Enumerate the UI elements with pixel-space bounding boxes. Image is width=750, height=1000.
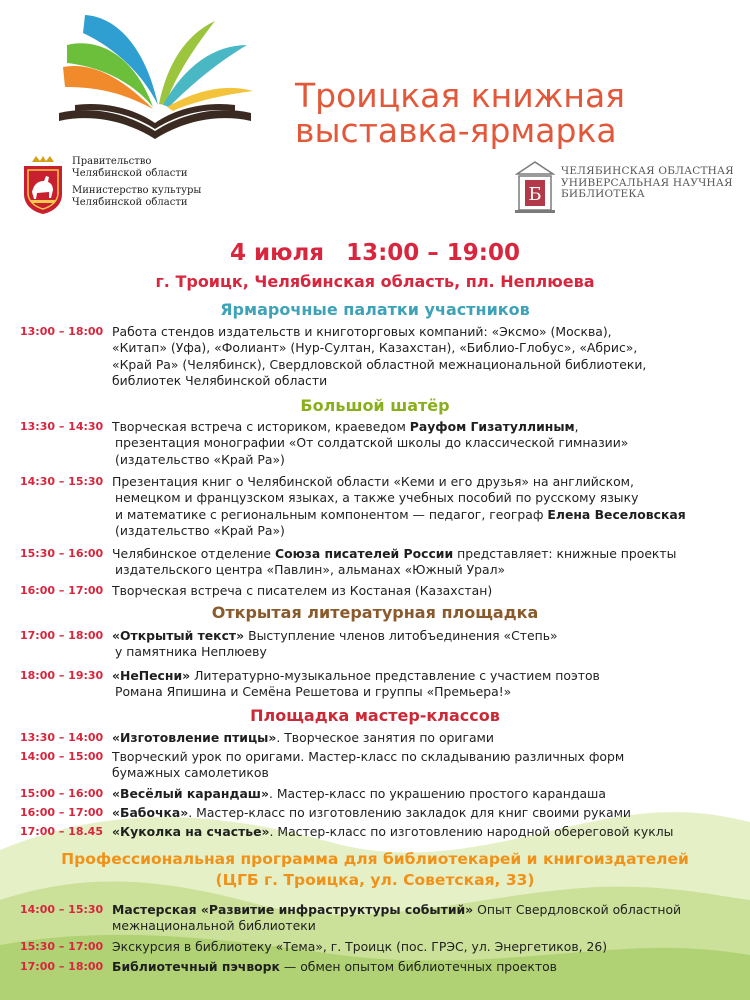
item-text-part: Опыт Свердловской областной xyxy=(473,902,682,917)
item-time: 18:00 – 19:30 xyxy=(20,669,104,682)
schedule-item xyxy=(20,628,735,661)
lib-line3: БИБЛИОТЕКА xyxy=(561,188,645,200)
section-professional-program: Профессиональная программа для библиотекарей и книгоиздателей xyxy=(61,850,689,868)
gov-line4: Челябинской области xyxy=(72,196,188,208)
item-text: издательского центра «Павлин», альманах «Южный Урал» xyxy=(115,562,506,578)
item-text xyxy=(112,730,494,746)
item-text-part: . Мастер-класс по украшению простого карандаша xyxy=(268,786,606,801)
item-text: Работа стендов издательств и книготорговых компаний: «Эксмо» (Москва), xyxy=(112,324,612,339)
item-text xyxy=(112,959,557,975)
item-text xyxy=(112,546,676,562)
item-text xyxy=(112,419,628,435)
chelyabinsk-coat-of-arms-icon xyxy=(22,156,64,214)
section-master-classes: Площадка мастер-классов xyxy=(250,706,500,725)
gov-line2: Челябинской области xyxy=(72,167,188,179)
svg-text:Б: Б xyxy=(528,184,542,205)
item-text xyxy=(112,805,631,821)
item-text-part: . Мастер-класс по изготовлению народной обереговой куклы xyxy=(269,824,674,839)
item-text-part: представляет: книжные проекты xyxy=(453,546,677,561)
event-time: 13:00 – 19:00 xyxy=(346,240,521,266)
event-date-time xyxy=(0,240,750,266)
item-text-bold: «НеПесни» xyxy=(112,668,191,683)
item-time: 15:30 – 17:00 xyxy=(20,940,104,953)
schedule-item xyxy=(20,668,735,701)
section-fair-tents: Ярмарочные палатки участников xyxy=(220,300,530,319)
main-title-line1: Троицкая книжная xyxy=(295,76,626,115)
item-text-part: Челябинское отделение xyxy=(112,546,275,561)
item-text: Творческая встреча с писателем из Костаная (Казахстан) xyxy=(112,583,493,598)
item-text-bold: «Весёлый карандаш» xyxy=(112,786,269,801)
item-text: немецком и французском языках, а также учебных пособий по русскому языку xyxy=(115,490,639,506)
item-time: 17:00 – 18.45 xyxy=(20,825,103,838)
schedule-item xyxy=(20,939,735,955)
item-text-bold: «Открытый текст» xyxy=(112,628,245,643)
item-time: 17:00 – 18:00 xyxy=(20,629,104,642)
schedule-item xyxy=(20,959,735,975)
item-text-bold: «Бабочка» xyxy=(112,805,189,820)
schedule-item xyxy=(20,583,735,599)
main-title xyxy=(295,78,735,148)
lib-line1: ЧЕЛЯБИНСКАЯ ОБЛАСТНАЯ xyxy=(561,165,734,177)
item-text-bold: Мастерская «Развитие инфраструктуры событий» xyxy=(112,902,474,917)
item-text-bold: «Куколка на счастье» xyxy=(112,824,270,839)
item-text xyxy=(112,628,558,644)
item-time: 14:30 – 15:30 xyxy=(20,475,104,488)
item-text-bold: Библиотечный пэчворк xyxy=(112,959,280,974)
item-text xyxy=(112,668,600,684)
schedule-item xyxy=(20,474,735,540)
schedule-item xyxy=(20,749,735,782)
section-literary-stage: Открытая литературная площадка xyxy=(211,603,539,622)
item-text xyxy=(112,902,681,918)
item-text: (издательство «Край Ра») xyxy=(115,451,285,467)
item-text-part: Литературно-музыкальное представление с участием поэтов xyxy=(190,668,600,683)
item-text-part: , xyxy=(574,419,579,434)
lib-line2: УНИВЕРСАЛЬНАЯ НАУЧНАЯ xyxy=(561,176,733,189)
item-time: 14:00 – 15:30 xyxy=(20,903,104,916)
item-text-part: и математике с региональным компонентом — педагог, географ xyxy=(115,506,548,522)
schedule-item xyxy=(20,805,735,821)
item-text: Экскурсия в библиотеку «Тема», г. Троицк (пос. ГРЭС, ул. Энергетиков, 26) xyxy=(112,939,608,954)
item-text: у памятника Неплюеву xyxy=(115,644,267,660)
item-text xyxy=(112,786,606,802)
section-professional-venue: (ЦГБ г. Троицка, ул. Советская, 33) xyxy=(215,871,535,889)
item-text xyxy=(112,824,673,840)
event-date: 4 июля xyxy=(229,240,325,266)
item-text: (издательство «Край Ра») xyxy=(115,523,285,539)
item-text: «Край Ра» (Челябинск), Свердловской областной межнациональной библиотеки, xyxy=(112,356,647,372)
item-text-part: Выступление членов литобъединения «Степь» xyxy=(244,628,558,643)
item-text: бумажных самолетиков xyxy=(112,765,269,781)
item-text-bold: Елена Веселовская xyxy=(547,506,686,522)
item-text: межнациональной библиотеки xyxy=(112,918,316,934)
schedule-item xyxy=(20,786,735,802)
item-text-part: . Творческое занятия по оригами xyxy=(276,730,494,745)
item-text: Романа Япишина и Семёна Решетова и группы «Премьера!» xyxy=(115,684,512,700)
item-time: 16:00 – 17:00 xyxy=(20,806,104,819)
section-big-tent: Большой шатёр xyxy=(300,396,450,415)
government-block xyxy=(22,156,201,214)
schedule-item xyxy=(20,419,735,468)
item-time: 13:00 – 18:00 xyxy=(20,325,104,338)
schedule-item xyxy=(20,730,735,746)
gov-line3: Министерство культуры xyxy=(72,185,202,196)
item-text xyxy=(112,507,686,523)
item-text: презентация монографии «От солдатской школы до классической гимназии» xyxy=(115,435,629,451)
item-text: Презентация книг о Челябинской области «Кеми и его друзья» на английском, xyxy=(112,474,634,489)
item-text-part: . Мастер-класс по изготовлению закладок для книг своими руками xyxy=(188,805,631,820)
schedule-item xyxy=(20,324,735,390)
item-text-bold: «Изготовление птицы» xyxy=(112,730,277,745)
item-time: 17:00 – 18:00 xyxy=(20,960,104,973)
schedule-item xyxy=(20,546,735,579)
library-logo-icon xyxy=(515,160,555,214)
item-time: 15:00 – 16:00 xyxy=(20,787,104,800)
event-place: г. Троицк, Челябинская область, пл. Неплюева xyxy=(155,272,595,291)
item-time: 16:00 – 17:00 xyxy=(20,584,104,597)
item-time: 13:30 – 14:30 xyxy=(20,420,104,433)
item-text-part: — обмен опытом библиотечных проектов xyxy=(279,959,557,974)
item-text-part: Творческая встреча с историком, краеведом xyxy=(112,419,410,434)
main-title-line2: выставка-ярмарка xyxy=(295,111,617,150)
schedule-item xyxy=(20,824,735,840)
item-text-bold: Рауфом Гизатуллиным xyxy=(409,419,575,434)
item-time: 15:30 – 16:00 xyxy=(20,547,104,560)
item-text-bold: Союза писателей России xyxy=(274,546,454,561)
item-text: Творческий урок по оригами. Мастер-класс по складыванию различных форм xyxy=(112,749,625,764)
item-text: «Китап» (Уфа), «Фолиант» (Нур-Султан, Казахстан), «Библио-Глобус», «Абрис», xyxy=(112,340,638,356)
item-time: 13:30 – 14:00 xyxy=(20,731,104,744)
schedule-item xyxy=(20,902,735,935)
library-block xyxy=(515,160,734,214)
book-fan-logo xyxy=(55,5,255,145)
item-time: 14:00 – 15:00 xyxy=(20,750,104,763)
item-text: библиотек Челябинской области xyxy=(112,373,328,389)
gov-line1: Правительство xyxy=(72,156,152,167)
